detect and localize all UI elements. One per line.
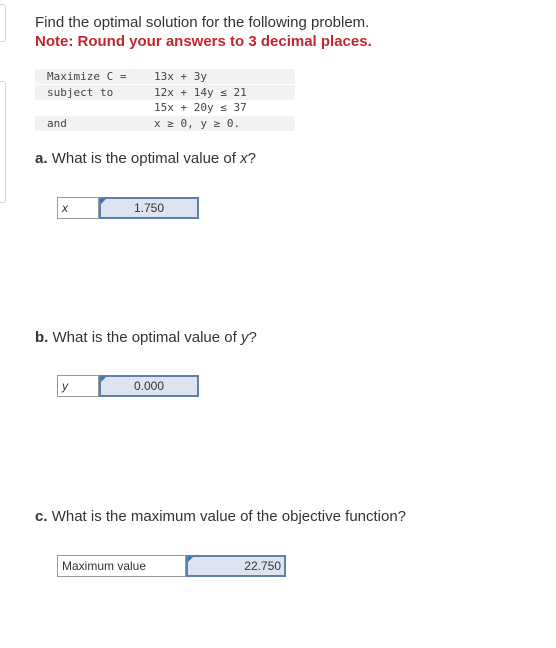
question-variable: x <box>240 150 248 167</box>
answer-label-x: x <box>57 197 99 219</box>
question-text: What is the optimal value of <box>52 329 237 346</box>
problem-label <box>35 100 149 115</box>
answer-flag-icon <box>101 377 106 382</box>
max-answer-value: 22.750 <box>244 559 281 573</box>
answer-label-max: Maximum value <box>57 555 186 577</box>
question-b <box>35 329 257 346</box>
problem-row-constraint-1 <box>35 85 295 100</box>
question-text: What is the optimal value of <box>51 150 236 167</box>
constraint-expression: 15x + 20y ≤ 37 <box>154 101 247 114</box>
question-a <box>35 150 256 167</box>
rounding-note: Note: Round your answers to 3 decimal places. <box>35 33 372 50</box>
question-variable: y <box>240 329 249 346</box>
answer-flag-icon <box>101 199 106 204</box>
intro <box>35 13 372 51</box>
question-prefix: c. <box>35 508 48 525</box>
side-tab-middle <box>0 81 6 203</box>
problem-row-objective <box>35 69 295 84</box>
x-answer-value: 1.750 <box>133 201 165 215</box>
lp-problem <box>35 69 295 131</box>
problem-label: and <box>35 116 149 131</box>
answer-row-x <box>57 197 199 219</box>
y-answer-value: 0.000 <box>133 379 165 393</box>
problem-row-nonnegativity <box>35 116 295 131</box>
side-tab-top <box>0 4 6 42</box>
instruction-text: Find the optimal solution for the following problem. <box>35 14 370 31</box>
max-value-answer-field[interactable] <box>186 555 286 577</box>
question-c <box>35 508 406 525</box>
problem-label: subject to <box>35 85 149 100</box>
answer-label-y: y <box>57 375 99 397</box>
question-suffix: ? <box>248 329 257 346</box>
question-text: What is the maximum value of the objective function? <box>51 508 407 525</box>
question-prefix: b. <box>35 329 49 346</box>
question-prefix: a. <box>35 150 48 167</box>
nonnegativity-expression: x ≥ 0, y ≥ 0. <box>149 116 295 131</box>
answer-flag-icon <box>188 557 193 562</box>
answer-row-max <box>57 555 286 577</box>
constraint-expression: 12x + 14y ≤ 21 <box>149 85 295 100</box>
objective-expression: 13x + 3y <box>149 69 295 84</box>
x-answer-field[interactable] <box>99 197 199 219</box>
answer-row-y <box>57 375 199 397</box>
problem-row-constraint-2 <box>35 100 295 115</box>
y-answer-field[interactable] <box>99 375 199 397</box>
question-suffix: ? <box>247 150 256 167</box>
problem-label: Maximize C = <box>35 69 149 84</box>
